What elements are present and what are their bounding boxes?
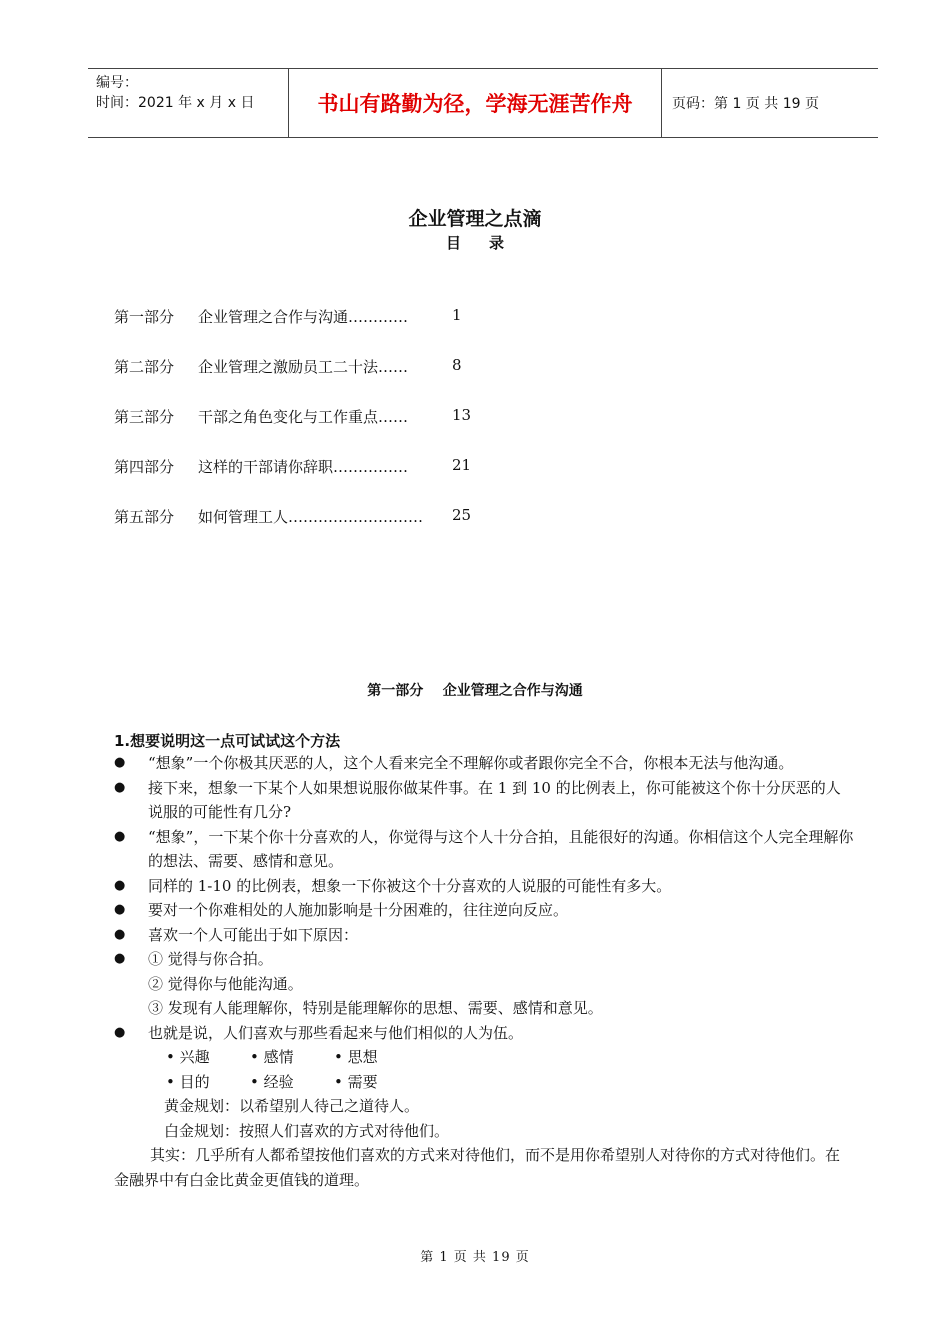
toc-part: 第五部分 bbox=[114, 508, 175, 526]
bullet-icon: ● bbox=[114, 755, 126, 770]
bullet-icon: ● bbox=[114, 877, 126, 893]
toc-name: 干部之角色变化与工作重点…… bbox=[198, 408, 409, 426]
section-body bbox=[114, 751, 854, 1192]
bullet-icon: ● bbox=[114, 828, 126, 844]
keywords-row bbox=[114, 1070, 854, 1095]
bullet-item: ● 喜欢一个人可能出于如下原因： bbox=[114, 923, 854, 948]
toc-page: 21 bbox=[452, 456, 472, 474]
bullet-item: ● “想象”一个你极其厌恶的人，这个人看来完全不理解你或者跟你完全不合，你根本无法与他沟通。 bbox=[114, 751, 854, 776]
toc-entry[interactable] bbox=[114, 306, 534, 356]
time-label: 时间：2021 年 x 月 x 日 bbox=[96, 95, 255, 111]
platinum-rule: 白金规划：按照人们喜欢的方式对待他们。 bbox=[164, 1121, 450, 1140]
document-title: 企业管理之点滴 bbox=[408, 208, 542, 230]
header-motto: 书山有路勤为径，学海无涯苦作舟 bbox=[288, 69, 662, 137]
bullet-icon: ● bbox=[114, 951, 126, 966]
keyword: • 需要 bbox=[334, 1072, 378, 1091]
toc-page: 8 bbox=[452, 356, 462, 374]
conclusion: 其实：几乎所有人都希望按他们喜欢的方式来对待他们，而不是用你希望别人对待你的方式对待他们。在金融界中有白金比黄金更值钱的道理。 bbox=[114, 1146, 841, 1189]
toc-name: 企业管理之合作与沟通………… bbox=[198, 308, 409, 326]
toc-page: 13 bbox=[452, 406, 472, 424]
keyword: • 目的 bbox=[166, 1072, 210, 1091]
keyword: • 感情 bbox=[250, 1048, 294, 1066]
toc-entry[interactable] bbox=[114, 406, 534, 456]
gold-rule: 黄金规划：以希望别人待己之道待人。 bbox=[164, 1097, 420, 1115]
bullet-icon: ● bbox=[114, 926, 126, 942]
toc-part: 第三部分 bbox=[114, 408, 175, 426]
page-header bbox=[88, 68, 878, 138]
bullet-icon: ● bbox=[114, 902, 126, 917]
page-footer: 第 1 页 共 19 页 bbox=[420, 1250, 530, 1265]
toc-name: 这样的干部请你辞职…………… bbox=[198, 458, 409, 476]
bullet-item: ● 同样的 1-10 的比例表，想象一下你被这个十分喜欢的人说服的可能性有多大。 bbox=[114, 874, 854, 899]
bullet-icon: ● bbox=[114, 779, 126, 795]
header-meta bbox=[88, 69, 288, 137]
code-label: 编号： bbox=[96, 75, 138, 91]
table-of-contents bbox=[114, 306, 534, 556]
keywords-row bbox=[114, 1045, 854, 1070]
bullet-item: ● ① 觉得与你合拍。 bbox=[114, 947, 854, 972]
toc-part: 第二部分 bbox=[114, 358, 175, 376]
toc-name: 企业管理之激励员工二十法…… bbox=[198, 358, 409, 376]
bullet-item: ● 接下来，想象一下某个人如果想说服你做某件事。在 1 到 10 的比例表上，你可能被这个你十分厌恶的人说服的可能性有几分? bbox=[114, 776, 854, 825]
toc-entry[interactable] bbox=[114, 356, 534, 406]
toc-part: 第一部分 bbox=[114, 308, 175, 326]
toc-part: 第四部分 bbox=[114, 458, 175, 476]
toc-entry[interactable] bbox=[114, 506, 534, 556]
keyword: • 思想 bbox=[334, 1048, 378, 1066]
toc-title: 目录 bbox=[445, 234, 532, 252]
reason-item: ③ 发现有人能理解你，特别是能理解你的思想、需要、感情和意见。 bbox=[148, 999, 603, 1017]
reason-item: ② 觉得你与他能沟通。 bbox=[148, 974, 303, 993]
toc-page: 25 bbox=[452, 506, 472, 524]
bullet-icon: ● bbox=[114, 1024, 126, 1040]
keyword: • 经验 bbox=[250, 1072, 294, 1091]
toc-entry[interactable] bbox=[114, 456, 534, 506]
section-subtitle: 1.想要说明这一点可试试这个方法 bbox=[114, 732, 341, 750]
keyword: • 兴趣 bbox=[166, 1048, 210, 1066]
toc-page: 1 bbox=[452, 306, 462, 324]
bullet-item: ● 要对一个你难相处的人施加影响是十分困难的，往往逆向反应。 bbox=[114, 898, 854, 923]
header-page-info: 页码：第 1 页 共 19 页 bbox=[672, 96, 819, 112]
toc-name: 如何管理工人……………………… bbox=[198, 508, 424, 526]
bullet-item: ● 也就是说，人们喜欢与那些看起来与他们相似的人为伍。 bbox=[114, 1021, 854, 1046]
section-title: 第一部分 企业管理之合作与沟通 bbox=[367, 683, 583, 699]
bullet-item: ● “想象”，一下某个你十分喜欢的人，你觉得与这个人十分合拍，且能很好的沟通。你相信这个人完全理解你的想法、需要、感情和意见。 bbox=[114, 825, 854, 874]
